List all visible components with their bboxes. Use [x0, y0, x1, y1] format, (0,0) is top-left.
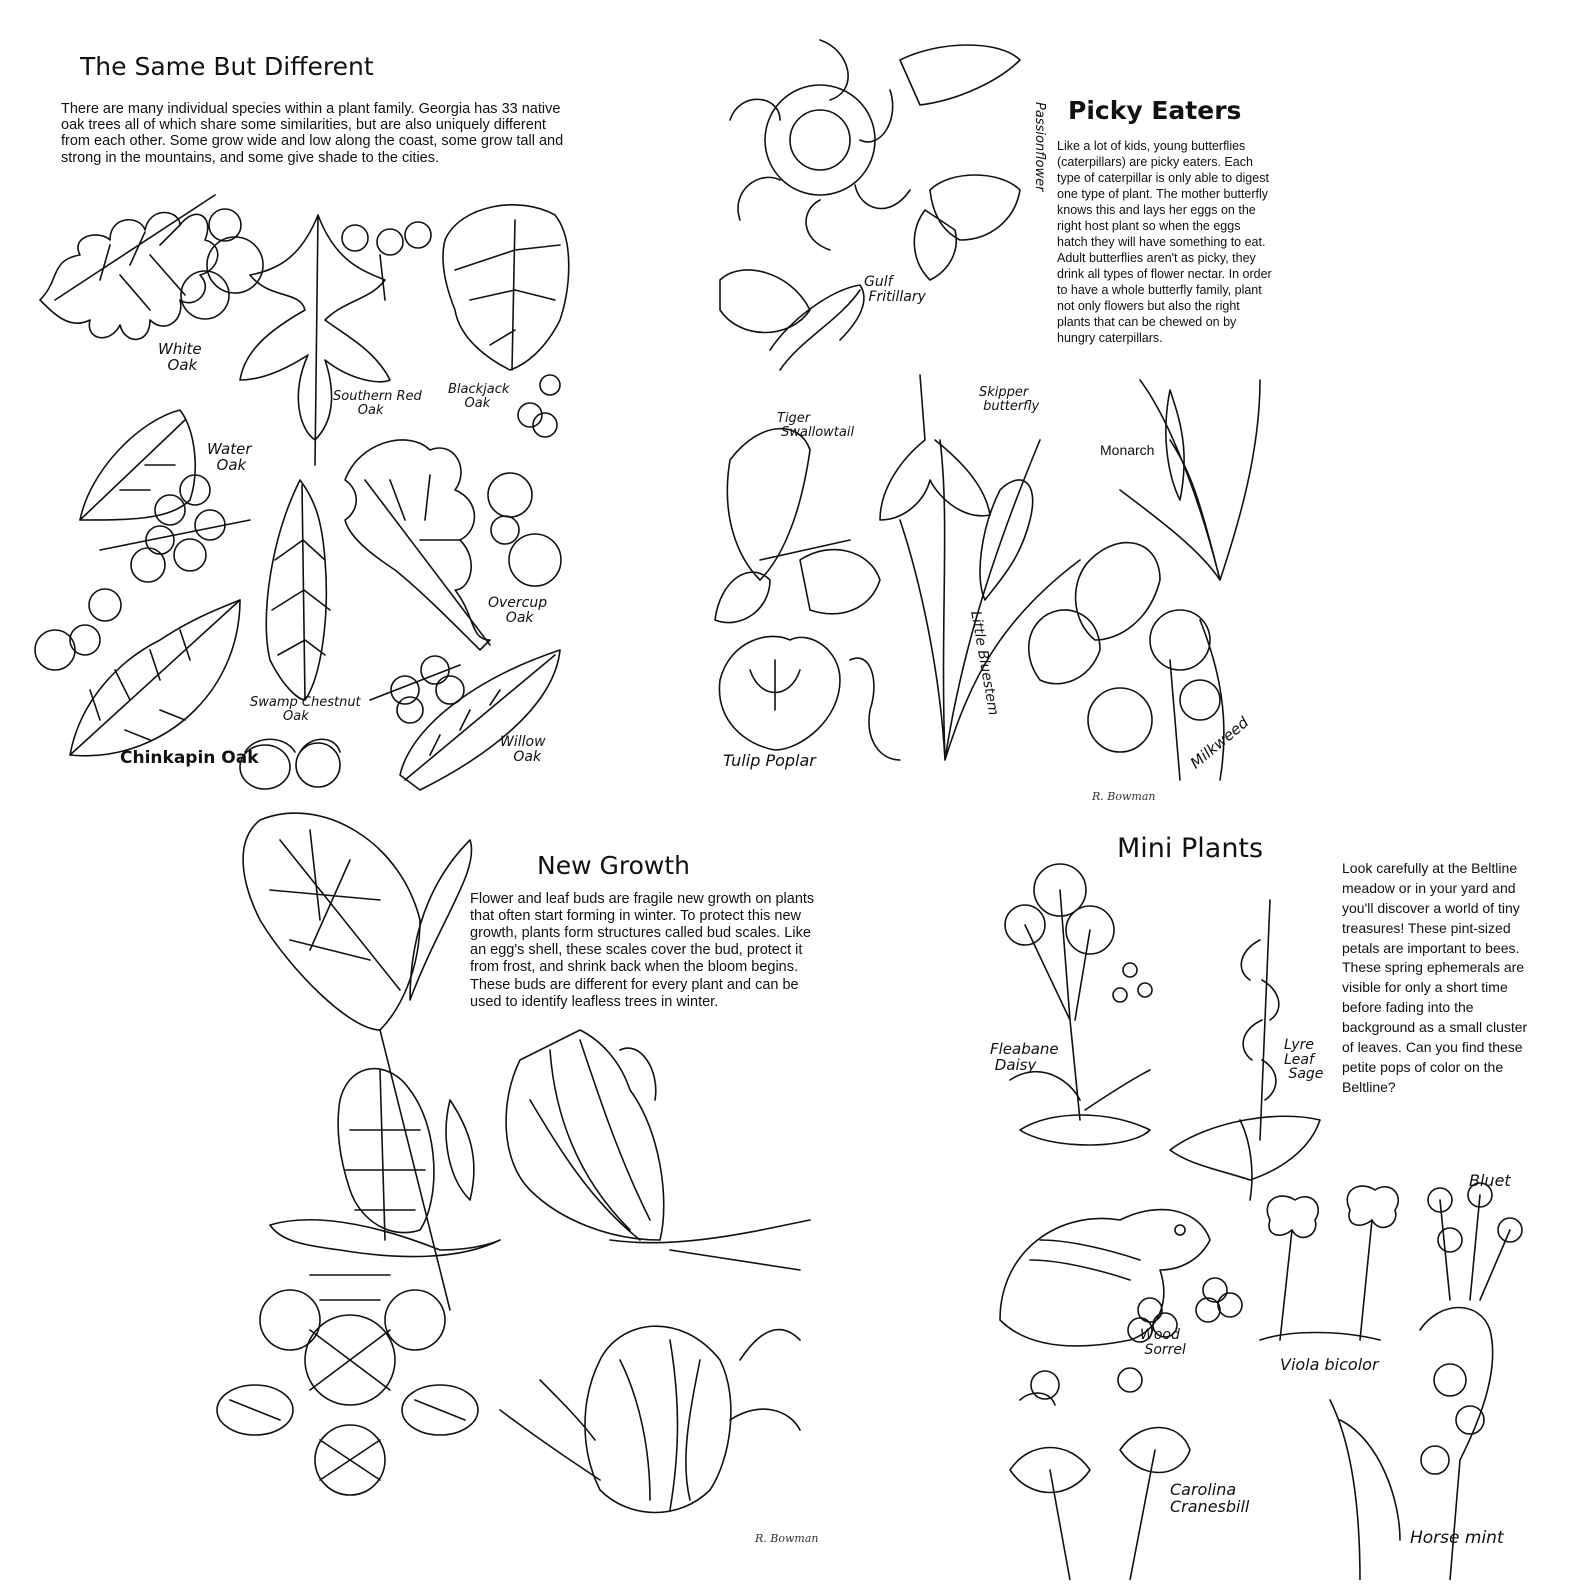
butterflies-title: Picky Eaters [1068, 96, 1242, 125]
label-gulf-fritillary: Gulf Fritillary [864, 274, 926, 305]
label-willow-oak: Willow Oak [500, 734, 546, 765]
oaks-panel [0, 0, 600, 800]
label-tiger-swallowtail: Tiger Swallowtail [777, 411, 855, 440]
label-southern-red-oak: Southern Red Oak [333, 389, 422, 418]
artist-signature: R. Bowman [1092, 790, 1156, 803]
label-overcup-oak: Overcup Oak [488, 595, 548, 626]
label-horse-mint: Horse mint [1410, 1528, 1504, 1548]
label-skipper-butterfly: Skipper butterfly [979, 385, 1040, 414]
oaks-title: The Same But Different [80, 52, 374, 81]
label-white-oak: White Oak [158, 340, 202, 374]
oak-leaves-illustration [0, 0, 600, 800]
label-blackjack-oak: Blackjack Oak [448, 382, 510, 411]
mini-plants-title: Mini Plants [1117, 833, 1264, 864]
oaks-body: There are many individual species within a plant family. Georgia has 33 native oak trees all of which share some similarities, but are also uniquely different from each other. Some grow wide and low along the coast, some grow tall and strong in the mountains, and some give shade to the cities. [61, 101, 564, 166]
label-milkweed: Milkweed [1186, 713, 1253, 773]
label-wood-sorrel: Wood Sorrel [1140, 1327, 1186, 1358]
mini-plants-illustration [980, 820, 1580, 1580]
buds-illustration [200, 800, 840, 1588]
label-viola-bicolor: Viola bicolor [1280, 1355, 1379, 1374]
label-lyre-leaf-sage: Lyre Leaf Sage [1284, 1037, 1324, 1083]
label-bluet: Bluet [1469, 1171, 1511, 1190]
buds-title: New Growth [537, 851, 690, 880]
artist-signature-2: R. Bowman [755, 1532, 819, 1545]
label-little-bluestem: Little Bluestem [967, 609, 1002, 717]
label-tulip-poplar: Tulip Poplar [723, 751, 816, 770]
label-swamp-chestnut-oak: Swamp Chestnut Oak [250, 695, 361, 724]
label-chinkapin-oak: Chinkapin Oak [120, 748, 259, 768]
mini-plants-body: Look carefully at the Beltline meadow or in your yard and you'll discover a world of tiny treasures! These pint-sized petals are important to bees. These spring ephemerals are visible for only a short time before fading into the background as a small cluster of leaves. Can you find these petite pops of color on the Beltline? [1342, 860, 1528, 1095]
buds-body: Flower and leaf buds are fragile new growth on plants that often start forming in winter. To protect this new growth, plants form structures called bud scales. Like an egg's shell, these scales cover the bud, protect it from frost, and shrink back when the bloom begins. These buds are different for every plant and can be used to identify leafless trees in winter. [470, 891, 815, 1010]
butterflies-body: Like a lot of kids, young butterflies (caterpillars) are picky eaters. Each type of caterpillar is only able to digest one type of plant. The mother butterfly knows this and lays her eggs on the right host plant so when the eggs hatch they will have something to eat. Adult butterflies aren't as picky, they drink all types of flower nectar. In order to have a whole butterfly family, plant not only flowers but also the right plants that can be chewed on by hungry caterpillars. [1057, 139, 1272, 345]
label-passionflower: Passionflower [1032, 102, 1047, 192]
label-carolina-cranesbill: Carolina Cranesbill [1170, 1480, 1250, 1516]
label-fleabane-daisy: Fleabane Daisy [990, 1040, 1059, 1074]
label-monarch: Monarch [1100, 442, 1155, 458]
label-water-oak: Water Oak [207, 440, 252, 474]
butterflies-panel [700, 20, 1300, 810]
mini-plants-panel [980, 820, 1580, 1580]
buds-panel [200, 800, 840, 1588]
